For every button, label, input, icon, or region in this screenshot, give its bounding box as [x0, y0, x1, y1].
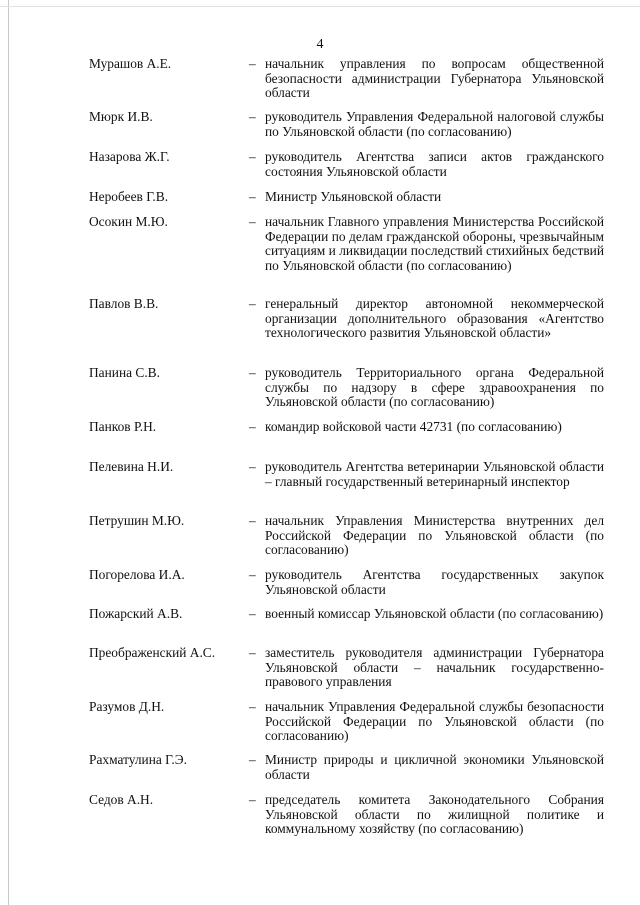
- person-name: Погорелова И.А.: [89, 567, 185, 582]
- person-position: руководитель Управления Федеральной налоговой службы по Ульяновской области (по согласованию): [265, 109, 604, 139]
- person-name: Мурашов А.Е.: [89, 56, 172, 71]
- person-position: начальник управления по вопросам общественной безопасности администрации Губернатора Ульяновской области: [265, 56, 604, 101]
- person-position: военный комиссар Ульяновской области (по согласованию): [265, 606, 604, 621]
- person-name: Панина С.В.: [89, 365, 160, 380]
- person-name: Петрушин М.Ю.: [89, 513, 185, 528]
- person-position: руководитель Агентства записи актов гражданского состояния Ульяновской области: [265, 149, 604, 179]
- person-position: Министр Ульяновской области: [265, 189, 442, 204]
- page-number: 4: [316, 37, 324, 52]
- person-position: заместитель руководителя администрации Губернатора Ульяновской области – начальник государственно-правового управления: [265, 645, 604, 690]
- dash-separator: –: [249, 606, 256, 621]
- dash-separator: –: [249, 189, 256, 204]
- dash-separator: –: [249, 419, 256, 434]
- scan-left-edge: [8, 0, 9, 905]
- person-name: Осокин М.Ю.: [89, 214, 168, 229]
- person-position: руководитель Агентства государственных закупок Ульяновской области: [265, 567, 604, 597]
- person-name: Пелевина Н.И.: [89, 459, 174, 474]
- dash-separator: –: [249, 645, 256, 660]
- person-name: Пожарский А.В.: [89, 606, 183, 621]
- dash-separator: –: [249, 699, 256, 714]
- dash-separator: –: [249, 214, 256, 229]
- dash-separator: –: [249, 149, 256, 164]
- dash-separator: –: [249, 792, 256, 807]
- person-position: руководитель Агентства ветеринарии Ульяновской области – главный государственный ветеринарный инспектор: [265, 459, 604, 489]
- person-position: начальник Управления Федеральной службы безопасности Российской Федерации по Ульяновской области (по согласованию): [265, 699, 604, 744]
- scan-top-edge: [0, 6, 640, 7]
- dash-separator: –: [249, 365, 256, 380]
- person-name: Преображенский А.С.: [89, 645, 216, 660]
- dash-separator: –: [249, 567, 256, 582]
- person-name: Панков Р.Н.: [89, 419, 157, 434]
- person-position: генеральный директор автономной некоммерческой организации дополнительного образования «Агентство технологического развития Ульяновской области»: [265, 296, 604, 341]
- person-position: командир войсковой части 42731 (по согласованию): [265, 419, 562, 434]
- person-position: начальник Главного управления Министерства Российской Федерации по делам гражданской обороны, чрезвычайным ситуациям и ликвидации последствий стихийных бедствий по Ульяновской области (по согласованию): [265, 214, 604, 273]
- person-name: Седов А.Н.: [89, 792, 154, 807]
- person-name: Разумов Д.Н.: [89, 699, 165, 714]
- person-name: Павлов В.В.: [89, 296, 159, 311]
- person-position: председатель комитета Законодательного Собрания Ульяновской области по жилищной политике и коммунальному хозяйству (по согласованию): [265, 792, 604, 837]
- person-position: начальник Управления Министерства внутренних дел Российской Федерации по Ульяновской области (по согласованию): [265, 513, 604, 558]
- person-position: руководитель Территориального органа Федеральной службы по надзору в сфере здравоохранения по Ульяновской области (по согласованию): [265, 365, 604, 410]
- person-name: Неробеев Г.В.: [89, 189, 169, 204]
- person-name: Рахматулина Г.Э.: [89, 752, 187, 767]
- dash-separator: –: [249, 752, 256, 767]
- dash-separator: –: [249, 459, 256, 474]
- person-name: Назарова Ж.Г.: [89, 149, 170, 164]
- dash-separator: –: [249, 109, 256, 124]
- dash-separator: –: [249, 296, 256, 311]
- dash-separator: –: [249, 56, 256, 71]
- person-name: Мюрк И.В.: [89, 109, 153, 124]
- dash-separator: –: [249, 513, 256, 528]
- person-position: Министр природы и цикличной экономики Ульяновской области: [265, 752, 604, 782]
